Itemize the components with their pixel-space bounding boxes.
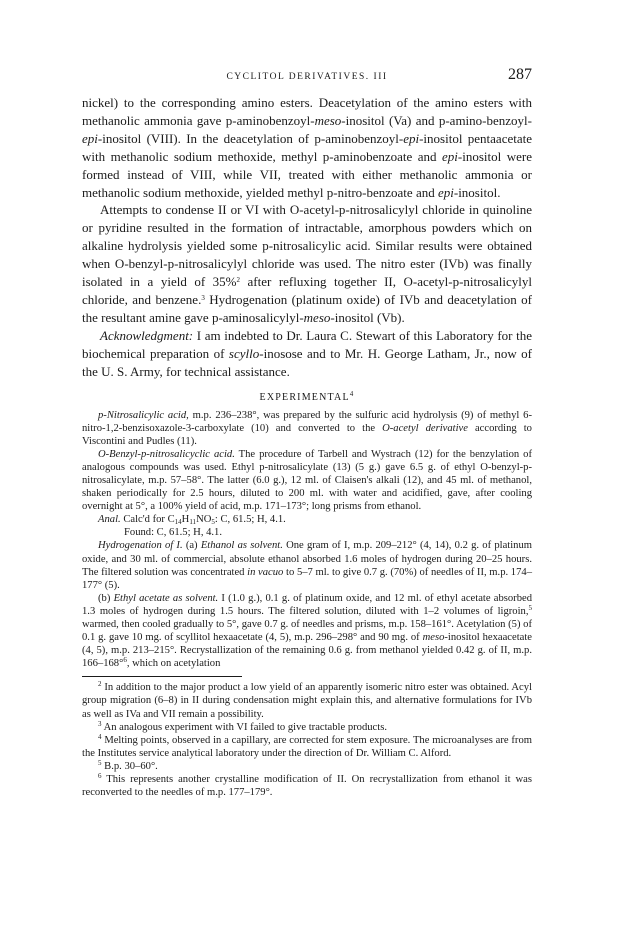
footnote-divider <box>82 676 242 677</box>
footnote-ref-3: 3 <box>201 293 205 302</box>
footnote-ref-6: 6 <box>123 656 127 665</box>
footnotes <box>82 681 532 799</box>
exp-analysis-found: Found: C, 61.5; H, 4.1. <box>124 527 223 539</box>
exp-hydrogenation-ethanol: Hydrogenation of I. (a) Ethanol as solvent. One gram of I, m.p. 209–212° (4, 14), 0.2 g. of platinum oxide, and 30 ml. of commercial, absolute ethanol absorbed 1.6 moles of hydrogen during 20–25 hours. The filtered solution was concentrated in vacuo to 5–7 ml. to give 0.7 g. (70%) of needles of II, m.p. 174–177° (5). <box>82 540 532 591</box>
footnote-2: $^2$ In addition to the major product a low yield of an apparently isomeric nitro ester was obtained. Acyl group migration (6–8) in II during condensation might explain this, and alternative formulations for IVb as well as IVa and VII remain a possibility. <box>82 680 532 720</box>
page-header <box>82 66 532 88</box>
paragraph-condensation: Attempts to condense II or VI with O-acetyl-p-nitrosalicylyl chloride in quinoline or pyridine resulted in the formation of intractable, amorphous powders which on alkaline hydrolysis yielded some p-nitrosalicylic acid. Similar results were obtained when O-benzyl-p-nitrosalicylyl chloride was used. The nitro ester (IVb) was finally isolated in a yield of 35%$^2$ after refluxing together II, O-acetyl-p-nitrosalicylyl chloride, and benzene.$^3$ Hydrogenation (platinum oxide) of IVb and deacetylation of the resultant amine gave p-aminosalicylyl-meso-inositol (Vb). <box>82 202 532 325</box>
footnote-5: $^5$ B.p. 30–60°. <box>98 758 158 772</box>
footnote-ref-4: 4 <box>349 389 355 398</box>
footnote-ref-5: 5 <box>528 603 532 612</box>
journal-page <box>82 66 532 799</box>
running-title: CYCLITOL DERIVATIVES. III <box>226 72 388 82</box>
experimental-heading: EXPERIMENTAL$^4$ <box>259 389 355 403</box>
exp-nitrosalicylic-acid: p-Nitrosalicylic acid, m.p. 236–238°, was prepared by the sulfuric acid hydrolysis (9) of methyl 6-nitro-1,2-benzisoxazole-3-carboxylate (10) and converted to the O-acetyl derivative according to Viscontini and Pudles (11). <box>82 409 532 447</box>
footnote-ref-2: 2 <box>236 276 240 285</box>
body-text <box>82 94 532 381</box>
exp-benzyl-nitrosalicylic-acid: O-Benzyl-p-nitrosalicyclic acid. The procedure of Tarbell and Wystrach (12) for the benzylation of analogous compounds was used. Ethyl p-nitrosalicylate (13) (5 g.) gave 6.5 g. of ethyl O-benzyl-p-nitrosalicylate, m.p. 57–58°. The latter (6.0 g.), 12 ml. of Claisen's alkali (12), and 45 ml. of methanol, shaken periodically for 2.5 hours, diluted to 200 ml. with water and acidified, gave, after cooling overnight at 5°, a 100% yield of acid, m.p. 171–173°; long prisms from ethanol. <box>82 448 532 513</box>
paragraph-deacetylation: nickel) to the corresponding amino esters. Deacetylation of the amino esters with methanolic ammonia gave p-aminobenzoyl-meso-inositol (Va) and p-amino-benzoyl-epi-inositol (VIII). In the deacetylation of p-aminobenzoyl-epi-inositol pentaacetate with methanolic sodium methoxide, methyl p-aminobenzoate and epi-inositol were formed instead of VIII, while VII, treated with either methanolic ammonia or methanolic sodium methoxide, yielded methyl p-nitro-benzoate and epi-inositol. <box>82 95 532 200</box>
exp-analysis-calcd: Anal. Calc'd for $C_{14}H_{11}NO_5$: C, 61.5; H, 4.1. <box>98 514 286 527</box>
acknowledgment-label: Acknowledgment: <box>100 327 194 343</box>
footnote-4: $^4$ Melting points, observed in a capillary, are corrected for stem exposure. The microanalyses are from the Institutes service analytical laboratory under the direction of Dr. William C. Alford. <box>82 732 532 759</box>
footnote-6: $^6$ This represents another crystalline modification of II. On recrystallization from ethanol it was reconverted to the needles of m.p. 177–179°. <box>82 772 532 799</box>
footnote-3: $^3$ An analogous experiment with VI failed to give tractable products. <box>98 719 387 733</box>
exp-hydrogenation-ethyl-acetate: (b) Ethyl acetate as solvent. I (1.0 g.), 0.1 g. of platinum oxide, and 12 ml. of ethyl acetate absorbed 1.3 moles of hydrogen during 1.5 hours. The filtered solution, diluted with 1–2 volumes of ligroin,$^5$ warmed, then cooled gradually to 5°, gave 0.7 g. of needles and prisms, m.p. 158–161°. Acetylation (5) of 0.1 g. gave 10 mg. of scyllitol hexaacetate (4, 5), m.p. 296–298° and 90 mg. of meso-inositol hexaacetate (4, 5), m.p. 213–215°. Recrystallization of the remaining 0.6 g. from methanol yielded 0.42 g. of II, m.p. 166–168°$^6$, which on acetylation <box>82 592 532 670</box>
paragraph-acknowledgment: Acknowledgment: I am indebted to Dr. Laura C. Stewart of this Laboratory for the biochemical preparation of scyllo-inosose and to Mr. H. George Latham, Jr., now of the U. S. Army, for technical assistance. <box>82 327 532 379</box>
page-number: 287 <box>508 66 532 83</box>
experimental-section <box>82 409 532 671</box>
